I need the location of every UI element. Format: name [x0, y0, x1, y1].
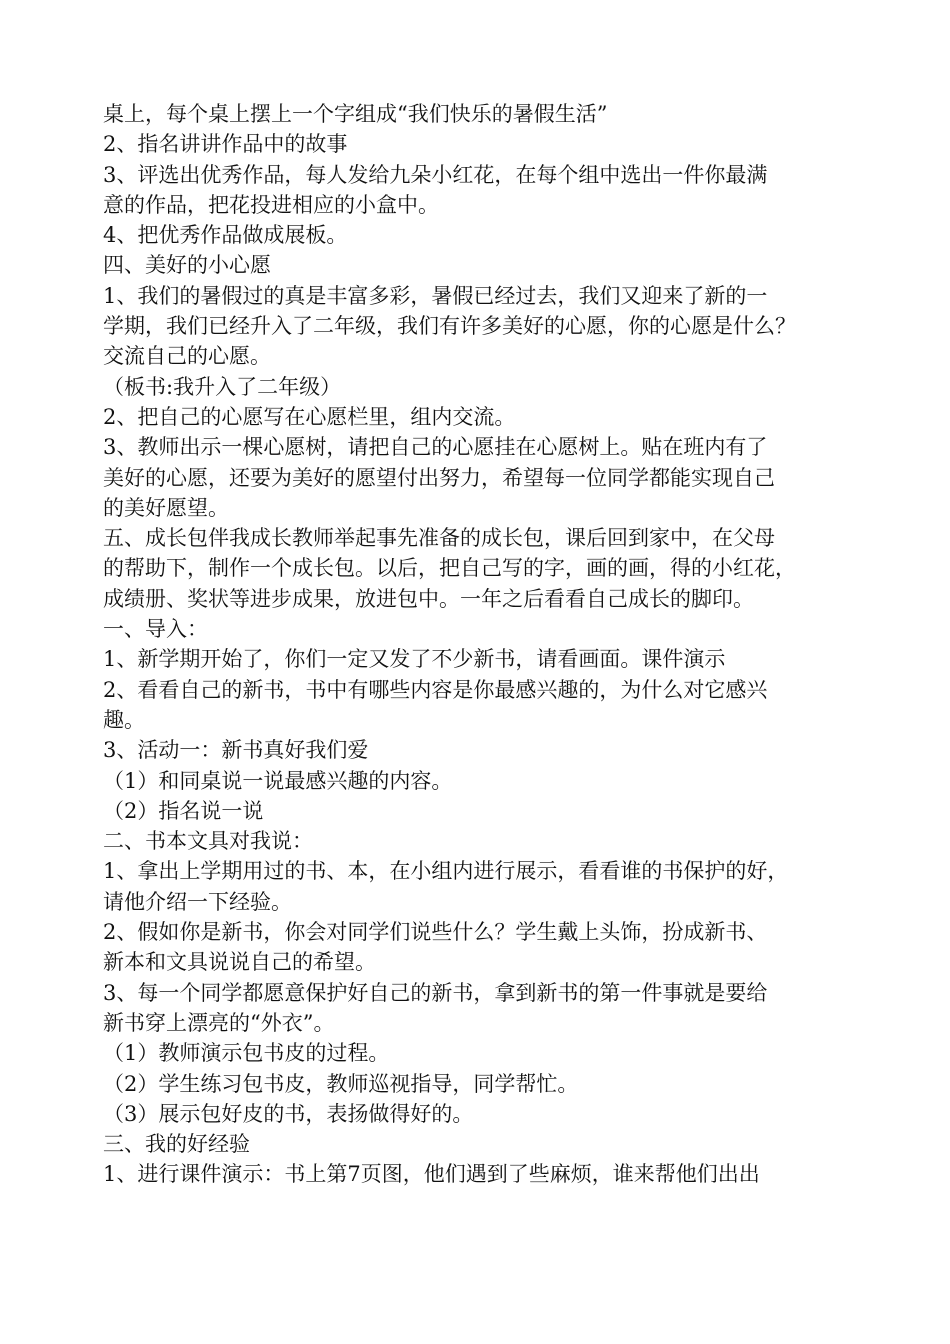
text-line: 2、把自己的心愿写在心愿栏里，组内交流。	[103, 404, 516, 429]
text-line: 成绩册、奖状等进步成果，放进包中。一年之后看看自己成长的脚印。	[103, 586, 754, 611]
text-line: 的帮助下，制作一个成长包。以后，把自己写的字，画的画，得的小红花，	[103, 556, 796, 581]
text-line: （2）学生练习包书皮，教师巡视指导，同学帮忙。	[103, 1071, 579, 1096]
section-heading: 四、美好的小心愿	[103, 253, 271, 278]
text-line: 2、指名讲讲作品中的故事	[103, 132, 348, 157]
text-line: 1、新学期开始了，你们一定又发了不少新书，请看画面。课件演示	[103, 647, 726, 672]
text-line: 新书穿上漂亮的“外衣”。	[103, 1010, 335, 1035]
text-line: 桌上，每个桌上摆上一个字组成“我们快乐的暑假生活”	[103, 102, 608, 126]
text-line: （板书:我升入了二年级）	[103, 374, 342, 399]
section-heading: 三、我的好经验	[103, 1132, 250, 1157]
text-line: 3、活动一：新书真好我们爱	[103, 738, 369, 763]
section-heading: 一、导入：	[103, 617, 208, 642]
text-line: 3、评选出优秀作品，每人发给九朵小红花，在每个组中选出一件你最满	[103, 162, 768, 187]
text-line: 4、把优秀作品做成展板。	[103, 223, 348, 248]
text-line: 的美好愿望。	[103, 495, 229, 520]
text-line: 1、进行课件演示：书上第7页图，他们遇到了些麻烦，谁来帮他们出出	[103, 1162, 760, 1187]
text-line: 1、拿出上学期用过的书、本，在小组内进行展示，看看谁的书保护的好，	[103, 859, 789, 884]
text-line: 新本和文具说说自己的希望。	[103, 950, 376, 975]
section-heading: 二、书本文具对我说：	[103, 829, 313, 854]
text-line: （1）和同桌说一说最感兴趣的内容。	[103, 768, 453, 793]
text-line: 学期，我们已经升入了二年级，我们有许多美好的心愿，你的心愿是什么？	[103, 314, 796, 339]
text-line: 2、看看自己的新书，书中有哪些内容是你最感兴趣的，为什么对它感兴	[103, 677, 768, 702]
text-line: 交流自己的心愿。	[103, 344, 271, 369]
text-line: 1、我们的暑假过的真是丰富多彩，暑假已经过去，我们又迎来了新的一	[103, 283, 768, 308]
text-line: 意的作品，把花投进相应的小盒中。	[103, 192, 439, 217]
text-line: 2、假如你是新书，你会对同学们说些什么？学生戴上头饰，扮成新书、	[103, 920, 768, 945]
text-line: 美好的心愿，还要为美好的愿望付出努力，希望每一位同学都能实现自己	[103, 465, 775, 490]
document-page	[103, 99, 863, 1190]
text-line: 趣。	[103, 707, 145, 732]
text-line: 3、每一个同学都愿意保护好自己的新书，拿到新书的第一件事就是要给	[103, 980, 768, 1005]
text-line: （2）指名说一说	[103, 798, 264, 823]
text-line: 请他介绍一下经验。	[103, 889, 292, 914]
section-heading: 五、成长包伴我成长教师举起事先准备的成长包，课后回到家中，在父母	[103, 526, 775, 551]
text-line: 3、教师出示一棵心愿树，请把自己的心愿挂在心愿树上。贴在班内有了	[103, 435, 768, 460]
text-line: （3）展示包好皮的书，表扬做得好的。	[103, 1101, 474, 1126]
text-line: （1）教师演示包书皮的过程。	[103, 1041, 390, 1066]
